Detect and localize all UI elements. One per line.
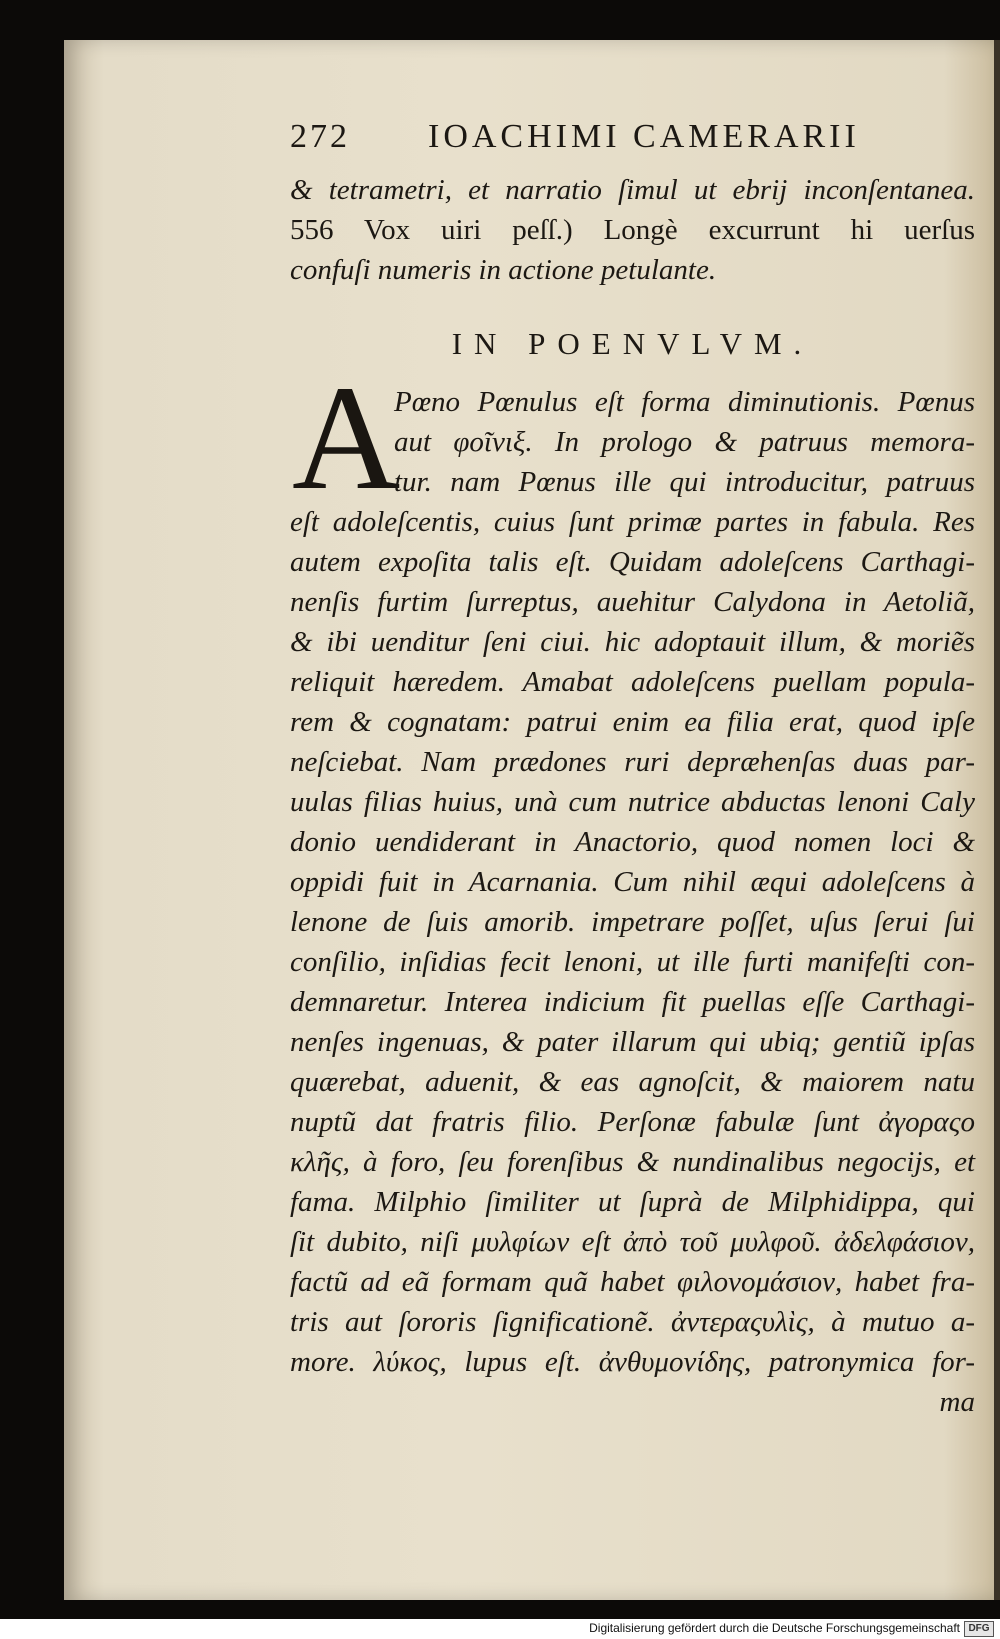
text-line: κλῆς, à foro, ſeu forenſibus & nundinalibus negocijs, et xyxy=(290,1146,975,1178)
running-head xyxy=(290,118,975,166)
section-heading: IN POENVLVM. xyxy=(451,326,814,361)
text-line: lenone de ſuis amorib. impetrare poſſet, uſus ſerui ſui xyxy=(290,906,975,938)
text-line: tur. nam Pœnus ille qui introducitur, patruus xyxy=(394,466,975,498)
text-line: nenſis furtim ſurreptus, auehitur Calydona in Aetoliã, xyxy=(290,586,975,618)
text-line: neſciebat. Nam prædones ruri depræhenſas duas par- xyxy=(290,746,975,778)
text-line: quærebat, aduenit, & eas agnoſcit, & maiorem natu xyxy=(290,1066,975,1098)
text-line: nenſes ingenuas, & pater illarum qui ubiq; gentiũ ipſas xyxy=(290,1026,975,1058)
dfg-logo: DFG xyxy=(964,1621,994,1637)
text-line: autem expoſita talis eſt. Quidam adoleſcens Carthagi- xyxy=(290,546,975,578)
page-edge xyxy=(994,40,1000,1600)
text-line: fama. Milphio ſimiliter ut ſuprà de Milphidippa, qui xyxy=(290,1186,975,1218)
text-line: demnaretur. Interea indicium fit puellas eſſe Carthagi- xyxy=(290,986,975,1018)
text-line: aut φοῖνιξ. In prologo & patruus memora- xyxy=(394,426,975,458)
footer-bar xyxy=(0,1619,1000,1639)
text-line: & tetrametri, et narratio ſimul ut ebrij inconſentanea. xyxy=(290,174,975,206)
catchword: ma xyxy=(939,1386,975,1418)
funding-credit: Digitalisierung gefördert durch die Deutsche Forschungsgemeinschaft xyxy=(589,1621,960,1635)
drop-cap: A xyxy=(292,355,401,521)
text-line: tris aut ſororis ſignificationẽ. ἀντεραςυλὶς, à mutuo a- xyxy=(290,1306,975,1338)
text-line: more. λύκος, lupus eſt. ἀνθυμονίδης, patronymica for- xyxy=(290,1346,975,1378)
text-line: reliquit hæredem. Amabat adoleſcens puellam popula- xyxy=(290,666,975,698)
page-number: 272 xyxy=(290,118,350,155)
text-line: 556 Vox uiri peſſ.) Longè excurrunt hi uerſus xyxy=(290,214,975,246)
text-line: donio uendiderant in Anactorio, quod nomen loci & xyxy=(290,826,975,858)
text-line: confuſi numeris in actione petulante. xyxy=(290,254,717,286)
text-line: ſit dubito, niſi μυλφίων eſt ἀπὸ τοῦ μυλφοῦ. ἀδελφάσιον, xyxy=(290,1226,975,1258)
text-line: & ibi uenditur ſeni ciui. hic adoptauit illum, & moriẽs xyxy=(290,626,975,658)
text-line: oppidi fuit in Acarnania. Cum nihil æqui adoleſcens à xyxy=(290,866,975,898)
text-line: conſilio, inſidias fecit lenoni, ut ille furti manifeſti con- xyxy=(290,946,975,978)
text-line: Pœno Pœnulus eſt forma diminutionis. Pœnus xyxy=(394,386,975,418)
text-line: nuptũ dat fratris filio. Perſonæ fabulæ ſunt ἀγοραςο xyxy=(290,1106,975,1138)
text-line: rem & cognatam: patrui enim ea filia erat, quod ipſe xyxy=(290,706,975,738)
text-line: factũ ad eã formam quã habet φιλονομάσιον, habet fra- xyxy=(290,1266,975,1298)
running-head-title: IOACHIMI CAMERARII xyxy=(428,118,860,155)
text-line: uulas filias huius, unà cum nutrice abductas lenoni Caly xyxy=(290,786,975,818)
text-line: eſt adoleſcentis, cuius ſunt primæ partes in fabula. Res xyxy=(290,506,975,538)
